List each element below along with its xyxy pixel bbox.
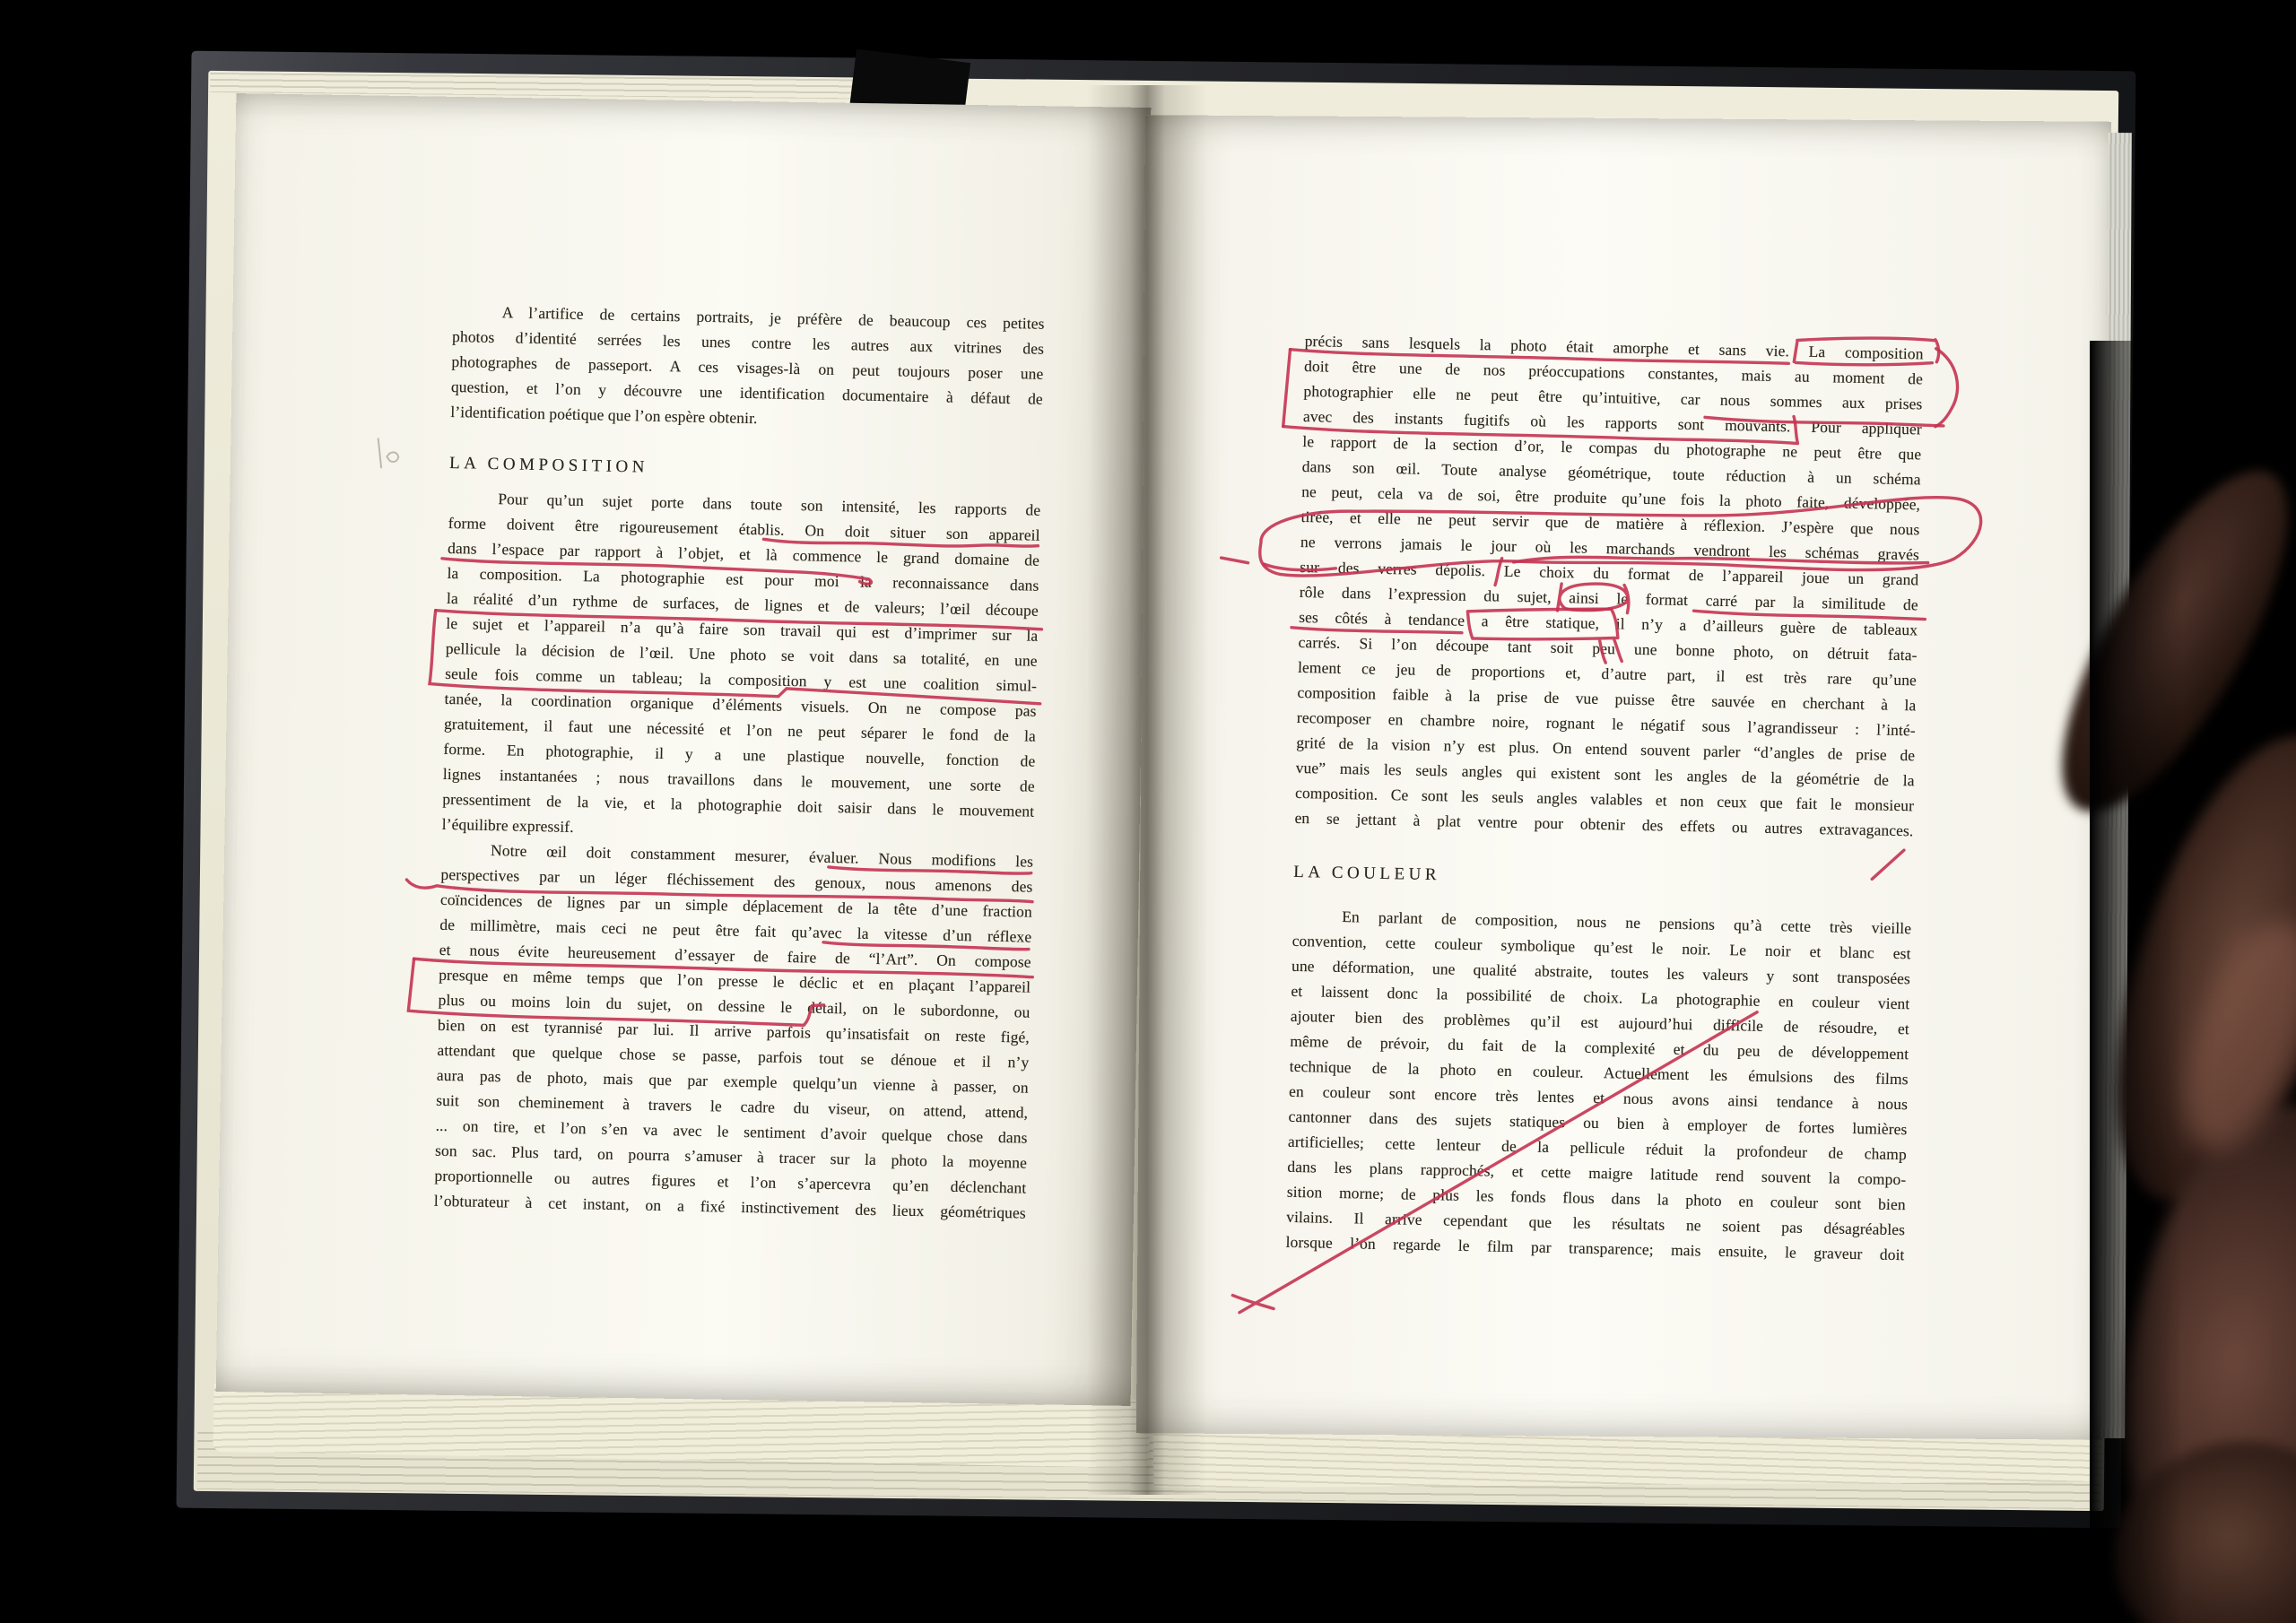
text-line: dans l’espace par rapport à l’objet, et là commence le grand domaine de (447, 538, 1040, 569)
section-heading-couleur: LA COULEUR (1293, 862, 1441, 885)
text-line: en se jettant à plat ventre pour obtenir des effets ou autres extravagances. (1294, 808, 1914, 840)
text-line: perspectives par un léger fléchissement des genoux, nous amenons des (440, 864, 1033, 896)
text-line: ... on tire, et l’on s’en va avec le sentiment d’avoir quelque chose dans (435, 1115, 1028, 1147)
text-line: tirée, et elle ne peut servir que de matière à réflexion. J’espère que nous (1300, 507, 1920, 539)
text-line: suit son cheminement à travers le cadre du viseur, on attend, attend, (436, 1090, 1029, 1122)
text-line: sur des verres dépolis. Le choix du format de l’appareil joue un grand (1300, 557, 1919, 589)
text-line: et laissent donc la possibilité de choix. La photographie en couleur vient (1291, 981, 1910, 1013)
text-line: l’identification poétique que l’on espère obtenir. (450, 402, 758, 428)
intro-paragraph (450, 299, 1045, 437)
text-line: ne peut, cela va de soi, être produite qu’une fois la photo faite, développée, (1300, 482, 1921, 514)
text-line: la composition. La photographie est pour moi la reconnaissance dans (447, 563, 1039, 595)
text-line: précis sans lesquels la photo était amorphe et sans vie. La composition (1304, 331, 1924, 363)
hand (2090, 341, 2296, 1623)
text-line: pressentiment de la vie, et la photographie doit saisir dans le mouvement (442, 789, 1035, 820)
composition-paragraph-3 (1294, 328, 1924, 843)
text-line: l’équilibre expressif. (441, 814, 574, 836)
text-line: vilains. Il arrive cependant que les résultats ne soient pas désagréables (1286, 1207, 1906, 1239)
skin-highlight (2159, 904, 2296, 1167)
text-line: une déformation, une qualité abstraite, toutes les valeurs y sont transposées (1291, 956, 1911, 988)
text-line: ajouter bien des problèmes qu’il est aujourd’hui difficile de résoudre, et (1290, 1006, 1909, 1038)
text-line: son sac. Plus tard, on pourra s’amuser à tracer sur la photo la moyenne (434, 1141, 1028, 1172)
text-line: artificielles; cette lenteur de la pellicule réduit la profondeur de champ (1287, 1132, 1908, 1164)
text-line: pellicule la décision de l’œil. Une photo se voit dans sa totalité, en une (445, 638, 1038, 670)
composition-paragraph-1 (441, 485, 1040, 849)
palm (2095, 1088, 2296, 1623)
text-line: rôle dans l’expression du sujet, ainsi le format carré par la similitude de (1299, 582, 1918, 614)
text-line: gratuitement, il faut une nécessité et l’on ne peut séparer le fond de la (443, 714, 1037, 745)
text-line: presque en même temps que l’on presse le déclic et en plaçant l’appareil (439, 965, 1031, 996)
text-line: ses côtés à tendance a être statique, il n’y a d’ailleurs guère de tableaux (1299, 607, 1918, 639)
text-line: forme doivent être rigoureusement établis. On doit situer son appareil (448, 513, 1040, 544)
finger (2069, 708, 2296, 1228)
text-line: composition. Ce sont les seuls angles valables et non ceux que fait le monsieur (1294, 783, 1915, 815)
text-line: dans les plans rapprochés, et cette maigre latitude rend souvent la compo- (1287, 1157, 1907, 1189)
text-line: Pour qu’un sujet porte dans toute son intensité, les rapports de (498, 490, 1041, 519)
text-line: et nous évite heureusement d’essayer de faire de “l’Art”. On compose (439, 940, 1031, 971)
text-line: photographier elle ne peut être qu’intuitive, car nous sommes aux prises (1303, 381, 1923, 413)
left-page-text (434, 299, 1045, 1226)
text-line: bien on est tyrannisé par lui. Il arrive parfois qu’insatisfait on reste figé, (437, 1015, 1031, 1046)
text-line: le rapport de la section d’or, le compas du photographe ne peut être que (1302, 431, 1922, 464)
text-line: Notre œil doit constamment mesurer, évaluer. Nous modifions les (490, 841, 1034, 871)
section-heading-composition: LA COMPOSITION (448, 453, 649, 477)
couleur-paragraph (1285, 903, 1911, 1267)
text-line: l’obturateur à cet instant, on a fixé instinctivement des lieux géométriques (433, 1191, 1026, 1222)
text-line: convention, cette couleur symbolique qu’est le noir. Le noir et blanc est (1292, 931, 1911, 963)
text-line: coïncidences de lignes par un simple déplacement de la tête d’une fraction (439, 890, 1033, 921)
right-page-text (1285, 328, 1923, 1267)
text-line: aura pas de photo, mais que par exemple quelqu’un vienne à passer, on (436, 1065, 1029, 1097)
text-line: la réalité d’un rythme de surfaces, de lignes et de valeurs; l’œil découpe (446, 588, 1039, 620)
text-line: lignes instantanées ; nous travaillons dans le mouvement, une sorte de (442, 764, 1035, 795)
text-line: avec des instants fugitifs où les rapports sont mouvants. Pour appliquer (1302, 406, 1923, 438)
text-line: doit être une de nos préoccupations constantes, mais au moment de (1303, 356, 1924, 388)
text-line: vue” mais les seuls angles qui existent sont les angles de la géométrie de la (1295, 758, 1915, 790)
text-line: attendant que quelque chose se passe, parfois tout se dénoue et il n’y (437, 1040, 1030, 1072)
text-line: recomposer en chambre noire, rognant le négatif sous l’agrandisseur : l’inté- (1296, 707, 1916, 740)
text-line: dans son œil. Toute analyse géométrique, toute réduction à un schéma (1301, 456, 1921, 489)
composition-paragraph-2 (434, 837, 1034, 1226)
text-line: ne verrons jamais le jour où les marchands vendront les schémas gravés (1300, 532, 1920, 564)
text-line: seule fois comme un tableau; la composition y est une coalition simul- (445, 664, 1038, 695)
text-line: composition faible à la prise de vue puisse être sauvée en cherchant à la (1297, 682, 1917, 715)
text-line: en couleur sont encore très lentes et nous avons ainsi tendance à nous (1288, 1081, 1909, 1114)
text-line: photographes de passeport. A ces visages-là on peut toujours poser une (451, 352, 1044, 383)
text-line: proportionnelle ou autres figures et l’on s’apercevra qu’en déclenchant (434, 1166, 1027, 1197)
text-line: sition morne; de plus les fonds flous dans la photo en couleur sont bien (1286, 1182, 1906, 1214)
text-line: cantonner dans des sujets statiques ou bien à employer de fortes lumières (1288, 1107, 1908, 1139)
text-line: forme. En photographie, il y a une plastique nouvelle, fonction de (443, 739, 1036, 770)
text-line: A l’artifice de certains portraits, je préfère de beaucoup ces petites (501, 303, 1045, 333)
text-line: même de prévoir, du fait de la complexité et du peu de développement (1290, 1031, 1909, 1063)
book-gutter (1087, 85, 1207, 1495)
text-line: photos d’identité serrées les unes contre les autres aux vitrines des (451, 326, 1045, 358)
text-line: grité de la vision n’y est plus. On entend souvent parler “d’angles de prise de (1296, 733, 1916, 765)
text-line: le sujet et l’appareil n’a qu’à faire son travail qui est d’imprimer sur la (446, 613, 1039, 645)
text-line: lement ce jeu de proportions et, d’autre part, il est très rare qu’une (1297, 657, 1918, 690)
finger (2086, 1411, 2296, 1623)
text-line: tanée, la coordination organique d’éléments visuels. On ne compose pas (444, 689, 1037, 720)
text-line: question, et l’on y découvre une identification documentaire à défaut de (450, 377, 1044, 408)
text-line: En parlant de composition, nous ne pensions qu’à cette très vieille (1342, 907, 1912, 938)
text-line: technique de la photo en couleur. Actuellement les émulsions des films (1289, 1056, 1909, 1089)
text-line: lorsque l’on regarde le film par transparence; mais ensuite, le graveur doit (1285, 1232, 1905, 1264)
text-line: carrés. Si l’on découpe tant soit peu une bonne photo, on détruit fata- (1298, 632, 1918, 664)
text-line: plus ou moins loin du sujet, on dessine le détail, on le subordonne, ou (438, 990, 1031, 1021)
text-line: de millimètre, mais ceci ne peut être fait qu’avec la vitesse d’un réflexe (439, 915, 1032, 946)
